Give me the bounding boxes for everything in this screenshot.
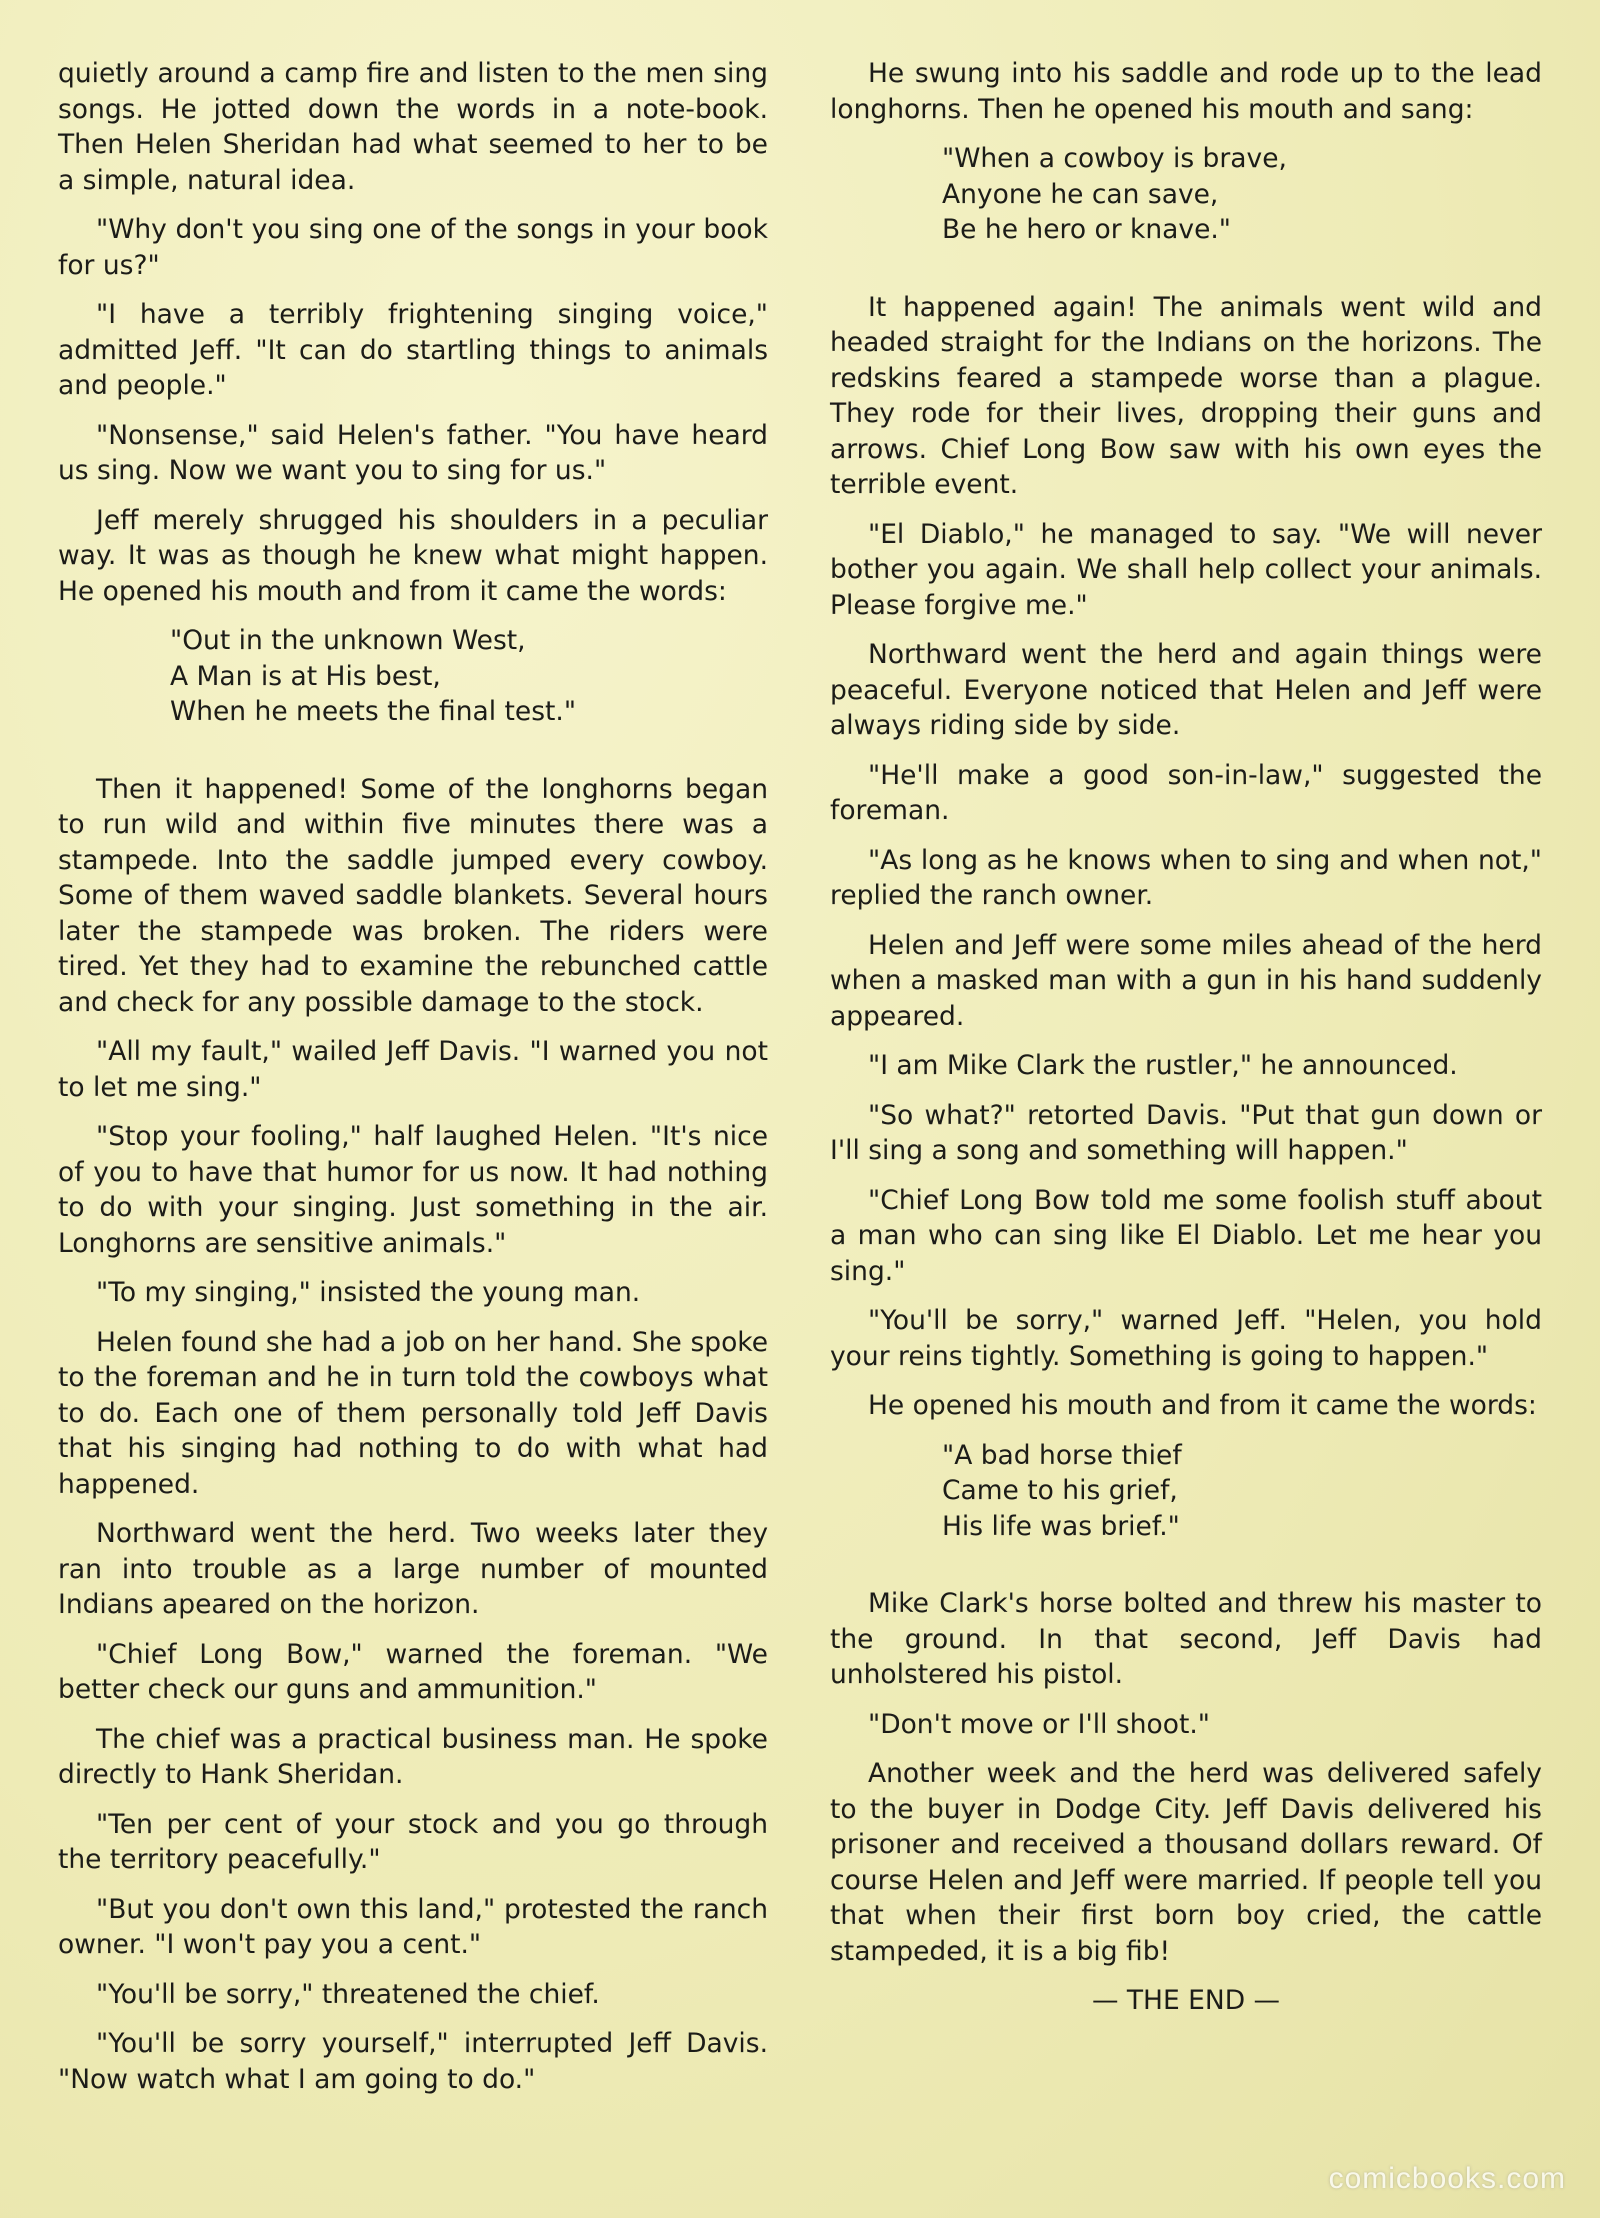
paragraph: "Don't move or I'll shoot." [868, 1708, 1210, 1740]
paragraph: "Chief Long Bow told me some foolish stuff about a man who can sing like El Diablo. Let me hear you sing." [830, 1184, 1542, 1287]
song-verse [830, 1438, 1542, 1545]
paragraph: Helen and Jeff were some miles ahead of the herd when a masked man with a gun in his hand suddenly appeared. [830, 929, 1542, 1032]
paragraph: "Stop your fooling," half laughed Helen. "It's nice of you to have that humor for us now. It had nothing to do with your singing. Just something in the air. Longhorns are sensitive animals." [58, 1121, 768, 1259]
paragraph: "But you don't own this land," protested the ranch owner. "I won't pay you a cent." [58, 1893, 768, 1960]
verse-line: "Out in the unknown West, [170, 625, 526, 656]
paragraph: Then it happened! Some of the longhorns began to run wild and within five minutes there was a stampede. Into the saddle jumped every cowboy. Some of them waved saddle blankets. Several hours later the stampede was broken. The riders were tired. Yet they had to examine the rebunched cattle and check for any possible damage to the stock. [58, 773, 768, 1018]
paragraph: "Nonsense," said Helen's father. "You have heard us sing. Now we want you to sing for us." [58, 419, 768, 486]
paragraph: "Why don't you sing one of the songs in your book for us?" [58, 214, 768, 281]
verse-line: When he meets the final test." [170, 696, 577, 727]
verse-line: "A bad horse thief [942, 1439, 1182, 1471]
paragraph: "El Diablo," he managed to say. "We will never bother you again. We shall help collect your animals. Please forgive me." [830, 518, 1542, 621]
paragraph: "Chief Long Bow," warned the foreman. "We better check our guns and ammunition." [58, 1638, 768, 1705]
paragraph: Northward went the herd. Two weeks later they ran into trouble as a large number of mounted Indians apeared on the horizon. [58, 1518, 768, 1620]
paragraph: He swung into his saddle and rode up to the lead longhorns. Then he opened his mouth and sang: [830, 58, 1542, 125]
paragraph: "So what?" retorted Davis. "Put that gun down or I'll sing a song and something will happen." [830, 1099, 1542, 1166]
verse-line: Came to his grief, [942, 1475, 1178, 1506]
site-watermark: comicbooks.com [1328, 2162, 1566, 2195]
right-column [830, 56, 1542, 2033]
paragraph: He opened his mouth and from it came the words: [868, 1390, 1537, 1421]
paragraph: "I am Mike Clark the rustler," he announced. [868, 1050, 1458, 1081]
paragraph: Jeff merely shrugged his shoulders in a peculiar way. It was as though he knew what might happen. He opened his mouth and from it came the words: [58, 504, 768, 607]
song-verse [58, 623, 768, 730]
paragraph: "To my singing," insisted the young man. [96, 1277, 641, 1308]
paragraph: The chief was a practical business man. He spoke directly to Hank Sheridan. [58, 1723, 768, 1790]
paragraph: Mike Clark's horse bolted and threw his master to the ground. In that second, Jeff Davis had unholstered his pistol. [830, 1588, 1542, 1690]
paragraph: "He'll make a good son-in-law," suggested the foreman. [830, 759, 1542, 826]
paragraph: "You'll be sorry yourself," interrupted Jeff Davis. "Now watch what I am going to do." [58, 2028, 768, 2095]
paragraph: "All my fault," wailed Jeff Davis. "I warned you not to let me sing." [58, 1036, 768, 1103]
paragraph: "You'll be sorry," threatened the chief. [96, 1978, 600, 2010]
paragraph: "As long as he knows when to sing and when not," replied the ranch owner. [830, 844, 1542, 911]
verse-line: A Man is at His best, [170, 660, 441, 692]
left-column [58, 56, 768, 2111]
paragraph: Another week and the herd was delivered safely to the buyer in Dodge City. Jeff Davis delivered his prisoner and received a thousand dollars reward. Of course Helen and Jeff were married. If people tell you that when their first born boy cried, the cattle stampeded, it is a big fib! [830, 1758, 1542, 1967]
verse-line: Anyone he can save, [942, 178, 1219, 210]
verse-line: Be he hero or knave." [942, 214, 1231, 245]
song-verse [830, 141, 1542, 248]
paragraph: quietly around a camp fire and listen to the men sing songs. He jotted down the words in a note-book. Then Helen Sheridan had what seemed to her to be a simple, natural idea. [58, 58, 768, 196]
paragraph: Northward went the herd and again things were peaceful. Everyone noticed that Helen and Jeff were always riding side by side. [830, 639, 1542, 741]
verse-line: His life was brief." [942, 1510, 1180, 1542]
verse-line: "When a cowboy is brave, [942, 143, 1287, 174]
paragraph: "I have a terribly frightening singing voice," admitted Jeff. "It can do startling things to animals and people." [58, 299, 768, 401]
paragraph: Helen found she had a job on her hand. She spoke to the foreman and he in turn told the cowboys what to do. Each one of them personally told Jeff Davis that his singing had nothing to do with what had happened. [58, 1326, 768, 1500]
the-end-label: — THE END — [1091, 1985, 1281, 2016]
paragraph: "Ten per cent of your stock and you go through the territory peacefully." [58, 1808, 768, 1875]
paragraph: "You'll be sorry," warned Jeff. "Helen, you hold your reins tightly. Something is going to happen." [830, 1305, 1542, 1372]
paragraph: It happened again! The animals went wild and headed straight for the Indians on the horizons. The redskins feared a stampede worse than a plague. They rode for their lives, dropping their guns and arrows. Chief Long Bow saw with his own eyes the terrible event. [830, 291, 1542, 500]
